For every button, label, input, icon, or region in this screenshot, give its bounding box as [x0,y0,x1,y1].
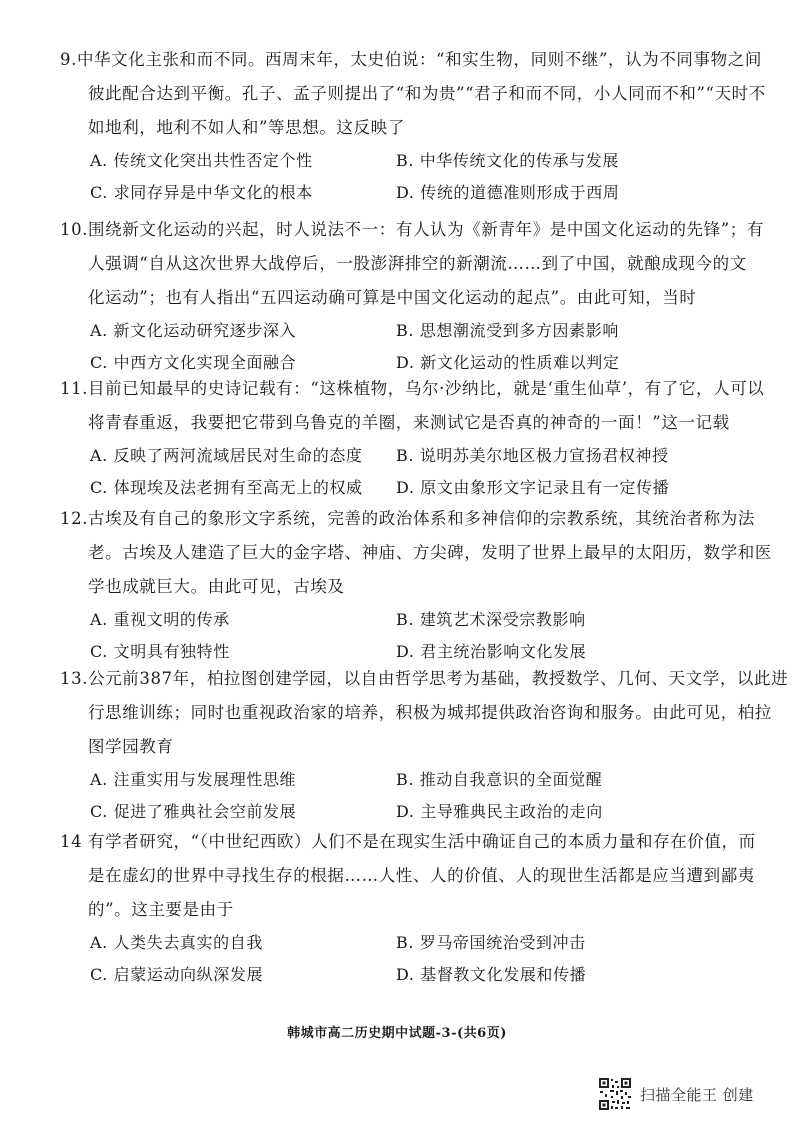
page-footer: 韩城市高二历史期中试题-3-(共6页) [287,1026,507,1041]
option-row [60,959,740,991]
scanner-brand-text: 扫描全能王 创建 [640,1085,754,1104]
question-text-line: 学也成就巨大。由此可见，古埃及 [88,577,345,596]
option-c: C. 促进了雅典社会空前发展 [90,802,297,821]
question-text-line: 13.公元前387年，柏拉图创建学园，以自由哲学思考为基础，教授数学、几何、天文学，以此进 [60,669,789,688]
option-c: C. 体现埃及法老拥有至高无上的权威 [90,478,363,497]
question-text-line: 的”。这主要是由于 [88,900,234,919]
option-row [60,604,740,636]
option-row [60,145,740,177]
option-b: B. 推动自我意识的全面觉醒 [396,770,603,789]
question-text-line: 14 有学者研究，“（中世纪西欧）人们不是在现实生活中确证自己的本质力量和存在价值，而 [60,832,756,851]
option-b: B. 思想潮流受到多方因素影响 [396,321,619,340]
option-row [60,927,740,959]
option-b: B. 罗马帝国统治受到冲击 [396,933,586,952]
option-c: C. 中西方文化实现全面融合 [90,353,297,372]
option-d: D. 君主统治影响文化发展 [396,642,587,661]
question-text-line: 化运动”；也有人指出“五四运动确可算是中国文化运动的起点”。由此可知，当时 [88,288,697,307]
option-row [60,472,740,504]
question-12 [60,502,772,668]
question-text-line: 行思维训练；同时也重视政治家的培养，积极为城邦提供政治咨询和服务。由此可见，柏拉 [88,703,772,722]
qr-code-icon [598,1077,632,1111]
option-a: A. 传统文化突出共性否定个性 [90,151,313,170]
option-b: B. 建筑艺术深受宗教影响 [396,610,586,629]
question-text-line: 人强调“自从这次世界大战停后，一股澎湃排空的新潮流……到了中国，就酿成现今的文 [88,254,747,273]
question-text-line: 是在虚幻的世界中寻找生存的根据……人性、人的价值、人的现世生活都是应当遭到鄙夷 [88,866,755,885]
option-c: C. 文明具有独特性 [90,642,230,661]
option-row [60,315,740,347]
option-d: D. 新文化运动的性质难以判定 [396,353,620,372]
option-row [60,796,740,828]
question-text-line: 图学园教育 [88,737,174,756]
option-c: C. 求同存异是中华文化的根本 [90,183,313,202]
question-text-line: 将青春重返，我要把它带到乌鲁克的羊圈，来测试它是否真的神奇的一面！”这一记载 [88,413,730,432]
option-a: A. 注重实用与发展理性思维 [90,770,297,789]
question-10 [60,213,764,379]
question-13 [60,662,789,828]
option-d: D. 基督教文化发展和传播 [396,965,587,984]
question-text-line: 彼此配合达到平衡。孔子、孟子则提出了“和为贵”“君子和而不同，小人同而不和”“天时不 [88,84,766,103]
question-text-line: 如地利，地利不如人和”等思想。这反映了 [88,118,405,137]
option-a: A. 重视文明的传承 [90,610,230,629]
option-a: A. 反映了两河流域居民对生命的态度 [90,446,363,465]
option-a: A. 新文化运动研究逐步深入 [90,321,297,340]
option-d: D. 原文由象形文字记录且有一定传播 [396,478,670,497]
option-c: C. 启蒙运动向纵深发展 [90,965,264,984]
question-11 [60,372,765,504]
question-text-line: 10.围绕新文化运动的兴起，时人说法不一：有人认为《新青年》是中国文化运动的先锋”；有 [60,220,764,239]
option-d: D. 主导雅典民主政治的走向 [396,802,603,821]
question-text-line: 老。古埃及人建造了巨大的金字塔、神庙、方尖碑，发明了世界上最早的太阳历，数学和医 [88,543,772,562]
question-text-line: 12.古埃及有自己的象形文字系统，完善的政治体系和多神信仰的宗教系统，其统治者称为法 [60,509,755,528]
option-b: B. 说明苏美尔地区极力宣扬君权神授 [396,446,669,465]
option-d: D. 传统的道德准则形成于西周 [396,183,620,202]
question-text-line: 11.目前已知最早的史诗记载有：“这株植物，乌尔·沙纳比，就是‘重生仙草’，有了它，人可以 [60,379,765,398]
scanner-watermark [598,1076,754,1112]
question-text-line: 9.中华文化主张和而不同。西周末年，太史伯说：“和实生物，同则不继”，认为不同事物之间 [60,50,762,69]
option-row [60,177,740,209]
option-a: A. 人类失去真实的自我 [90,933,263,952]
option-row [60,764,740,796]
option-b: B. 中华传统文化的传承与发展 [396,151,619,170]
option-row [60,440,740,472]
question-9 [60,43,766,209]
question-14 [60,825,756,991]
